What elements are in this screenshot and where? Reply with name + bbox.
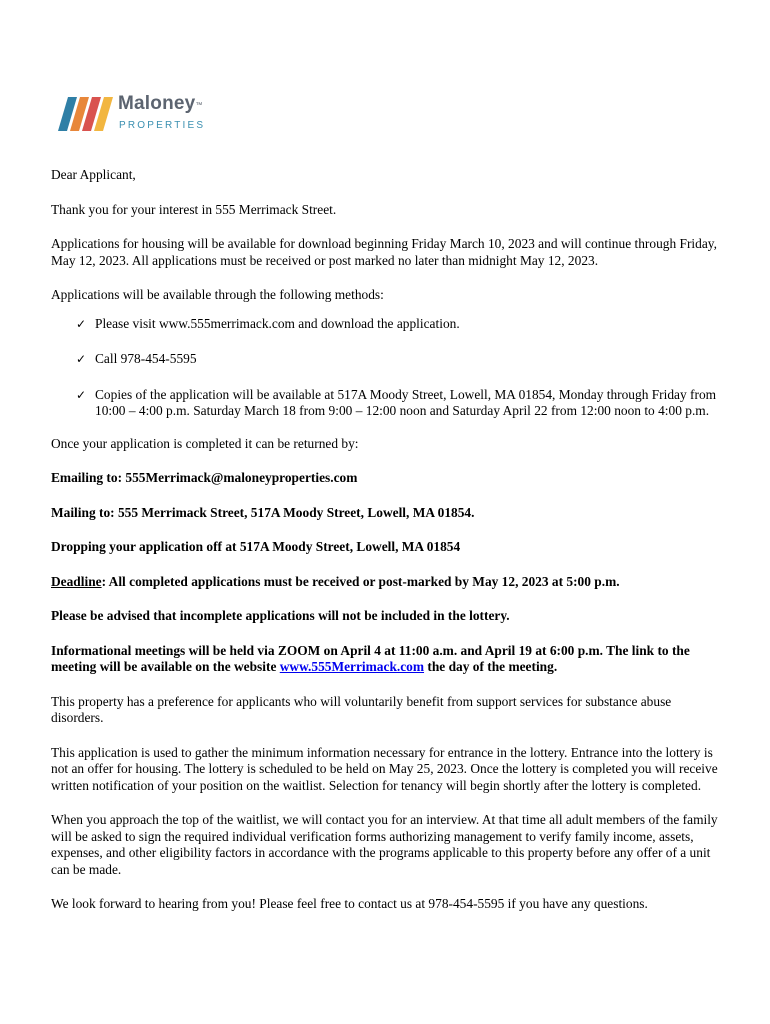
mail-instruction: Mailing to: 555 Merrimack Street, 517A Moody Street, Lowell, MA 01854. bbox=[51, 504, 475, 520]
logo-subtitle: PROPERTIES bbox=[119, 120, 206, 131]
incomplete-notice: Please be advised that incomplete applications will not be included in the lottery. bbox=[51, 608, 510, 623]
maloney-properties-logo bbox=[58, 93, 218, 133]
checkmark-icon: ✓ bbox=[76, 387, 87, 402]
drop-off-instruction: Dropping your application off at 517A Moody Street, Lowell, MA 01854 bbox=[51, 539, 461, 554]
checkmark-icon: ✓ bbox=[76, 352, 87, 366]
salutation: Dear Applicant, bbox=[51, 167, 136, 182]
website-link[interactable]: www.555Merrimack.com bbox=[279, 659, 425, 674]
maloney-logo-mark-icon bbox=[58, 97, 114, 131]
deadline-notice: Deadline: All completed applications must be received or post-marked by May 12, 2023 at 5:00 p.m. bbox=[51, 573, 620, 589]
meeting-notice: Informational meetings will be held via ZOOM on April 4 at 11:00 a.m. and April 19 at 6:00 p.m. The link to the meeting will be available on the website www.555Merrimack.com the day of the meeting. bbox=[51, 642, 690, 674]
paragraph-closing: We look forward to hearing from you! Please feel free to contact us at 978-454-5595 if you have any questions. bbox=[51, 896, 648, 911]
list-item: ✓ Copies of the application will be available at 517A Moody Street, Lowell, MA 01854, Monday through Friday from 10:00 – 4:00 p.m. Saturday March 18 from 9:00 – 12:00 noon and Saturday April 22 from 12:00 noon to 4:00 p.m. bbox=[76, 386, 717, 418]
list-item: ✓ Call 978-454-5595 bbox=[76, 351, 197, 366]
paragraph-lottery: This application is used to gather the minimum information necessary for entrance in the lottery. Entrance into the lottery is not an offer for housing. The lottery is scheduled to be held on May 25, 2023. Once the lottery is completed you will receive written notification of your position on the waitlist. Selection for tenancy will begin shortly after the lottery is completed. bbox=[51, 744, 718, 793]
paragraph-waitlist: When you approach the top of the waitlist, we will contact you for an interview. At that time all adult members of the family will be asked to sign the required individual verification forms authorizing management to verify family income, assets, expenses, and other eligibility factors in accordance with the programs applicable to this property before any offer of a unit can be made. bbox=[51, 812, 718, 877]
paragraph-preference: This property has a preference for applicants who will voluntarily benefit from support services for substance abuse disorders. bbox=[51, 693, 672, 725]
checkmark-icon: ✓ bbox=[76, 316, 87, 331]
logo-wordmark: Maloney™ bbox=[118, 93, 203, 114]
paragraph-availability: Applications for housing will be available for download beginning Friday March 10, 2023 and will continue through Friday, May 12, 2023. All applications must be received or post marked no later than midnight May 12, 2023. bbox=[51, 236, 717, 268]
list-item: ✓ Please visit www.555merrimack.com and download the application. bbox=[76, 315, 460, 331]
methods-list bbox=[51, 316, 723, 420]
paragraph-methods-intro: Applications will be available through the following methods: bbox=[51, 287, 384, 302]
letter-body bbox=[51, 167, 723, 913]
paragraph-return-intro: Once your application is completed it can be returned by: bbox=[51, 435, 359, 451]
paragraph-interest: Thank you for your interest in 555 Merrimack Street. bbox=[51, 201, 337, 217]
email-instruction: Emailing to: 555Merrimack@maloneyproperties.com bbox=[51, 470, 358, 485]
